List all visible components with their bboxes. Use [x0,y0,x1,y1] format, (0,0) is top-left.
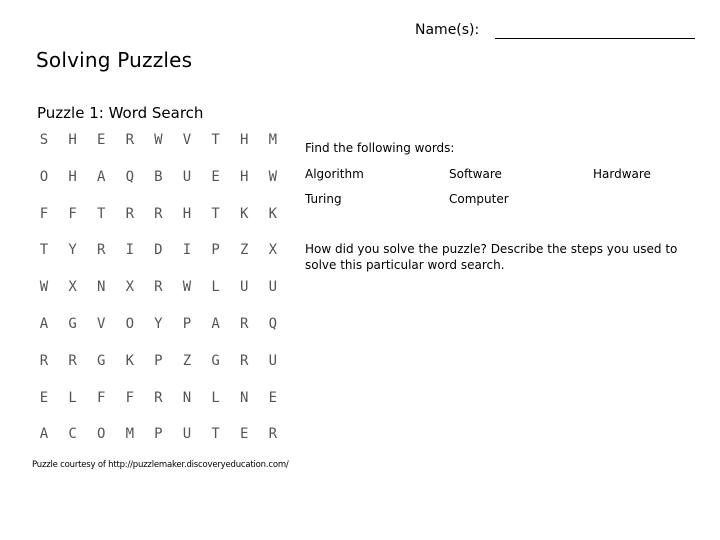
grid-letter[interactable]: E [39,389,49,406]
grid-letter[interactable]: K [125,352,135,369]
grid-letter[interactable]: O [125,316,135,332]
grid-letter[interactable]: L [211,279,220,296]
grid-letter[interactable]: N [182,389,192,406]
grid-letter[interactable]: V [182,132,192,148]
grid-letter[interactable]: T [39,242,49,259]
grid-letter[interactable]: L [211,389,220,406]
grid-letter[interactable]: M [268,132,278,148]
grid-letter[interactable]: O [39,168,49,185]
grid-letter[interactable]: U [268,352,278,369]
grid-letter[interactable]: H [182,205,192,222]
grid-letter[interactable]: R [154,205,163,222]
grid-letter[interactable]: P [211,242,220,259]
grid-letter[interactable]: I [182,242,192,259]
grid-letter[interactable]: R [239,316,249,332]
grid-letter[interactable]: R [125,205,135,222]
grid-letter[interactable]: R [154,279,163,296]
grid-letter[interactable]: K [268,205,278,222]
grid-letter[interactable]: H [239,168,249,185]
name-field-label: Name(s): [415,22,480,38]
grid-letter[interactable]: G [68,316,77,332]
grid-letter[interactable]: L [68,389,77,406]
name-field-blank[interactable] [495,38,695,39]
grid-letter[interactable]: H [68,132,77,148]
grid-letter[interactable]: E [239,426,249,443]
word-hardware: Hardware [593,167,651,181]
grid-letter[interactable]: R [39,352,49,369]
grid-letter[interactable]: P [154,426,163,443]
grid-letter[interactable]: M [125,426,135,443]
grid-letter[interactable]: T [211,426,220,443]
puzzle-heading: Puzzle 1: Word Search [37,104,204,122]
grid-letter[interactable]: Y [68,242,77,259]
grid-letter[interactable]: D [154,242,163,259]
grid-letter[interactable]: Q [125,168,135,185]
grid-letter[interactable]: F [39,205,49,222]
grid-letter[interactable]: G [211,352,220,369]
grid-letter[interactable]: B [154,168,163,185]
grid-letter[interactable]: R [68,352,77,369]
grid-letter[interactable]: X [68,279,77,296]
grid-letter[interactable]: T [211,132,220,148]
grid-letter[interactable]: V [96,316,106,332]
grid-letter[interactable]: R [154,389,163,406]
puzzle-credit: Puzzle courtesy of http://puzzlemaker.discoveryeducation.com/ [32,460,289,470]
grid-letter[interactable]: E [211,168,220,185]
grid-letter[interactable]: E [96,132,106,148]
grid-letter[interactable]: Z [182,352,192,369]
grid-letter[interactable]: G [96,352,106,369]
grid-letter[interactable]: N [96,279,106,296]
grid-letter[interactable]: H [239,132,249,148]
grid-letter[interactable]: A [39,426,49,443]
grid-letter[interactable]: R [125,132,135,148]
grid-letter[interactable]: W [268,168,278,185]
grid-letter[interactable]: X [268,242,278,259]
grid-letter[interactable]: U [239,279,249,296]
word-algorithm: Algorithm [305,167,364,181]
grid-letter[interactable]: P [182,316,192,332]
grid-letter[interactable]: A [211,316,220,332]
grid-letter[interactable]: A [39,316,49,332]
grid-letter[interactable]: E [268,389,278,406]
grid-letter[interactable]: K [239,205,249,222]
grid-letter[interactable]: N [239,389,249,406]
grid-letter[interactable]: H [68,168,77,185]
grid-letter[interactable]: U [268,279,278,296]
word-software: Software [449,167,502,181]
grid-letter[interactable]: I [125,242,135,259]
grid-letter[interactable]: Q [268,316,278,332]
grid-letter[interactable]: P [154,352,163,369]
grid-letter[interactable]: C [68,426,77,443]
word-computer: Computer [449,192,509,206]
page-title: Solving Puzzles [36,48,193,72]
grid-letter[interactable]: O [96,426,106,443]
grid-letter[interactable]: F [125,389,135,406]
grid-letter[interactable]: R [268,426,278,443]
grid-letter[interactable]: U [182,168,192,185]
grid-letter[interactable]: X [125,279,135,296]
grid-letter[interactable]: F [96,389,106,406]
grid-letter[interactable]: F [68,205,77,222]
reflection-question: How did you solve the puzzle? Describe the steps you used to solve this particular word search. [305,242,678,272]
grid-letter[interactable]: R [96,242,106,259]
word-turing: Turing [305,192,342,206]
grid-letter[interactable]: R [239,352,249,369]
grid-letter[interactable]: W [182,279,192,296]
grid-letter[interactable]: Z [239,242,249,259]
grid-letter[interactable]: A [96,168,106,185]
find-words-instruction: Find the following words: [305,141,455,155]
grid-letter[interactable]: T [96,205,106,222]
grid-letter[interactable]: W [39,279,49,296]
grid-letter[interactable]: S [39,132,49,148]
grid-letter[interactable]: T [211,205,220,222]
grid-letter[interactable]: U [182,426,192,443]
grid-letter[interactable]: W [154,132,163,148]
grid-letter[interactable]: Y [154,316,163,332]
